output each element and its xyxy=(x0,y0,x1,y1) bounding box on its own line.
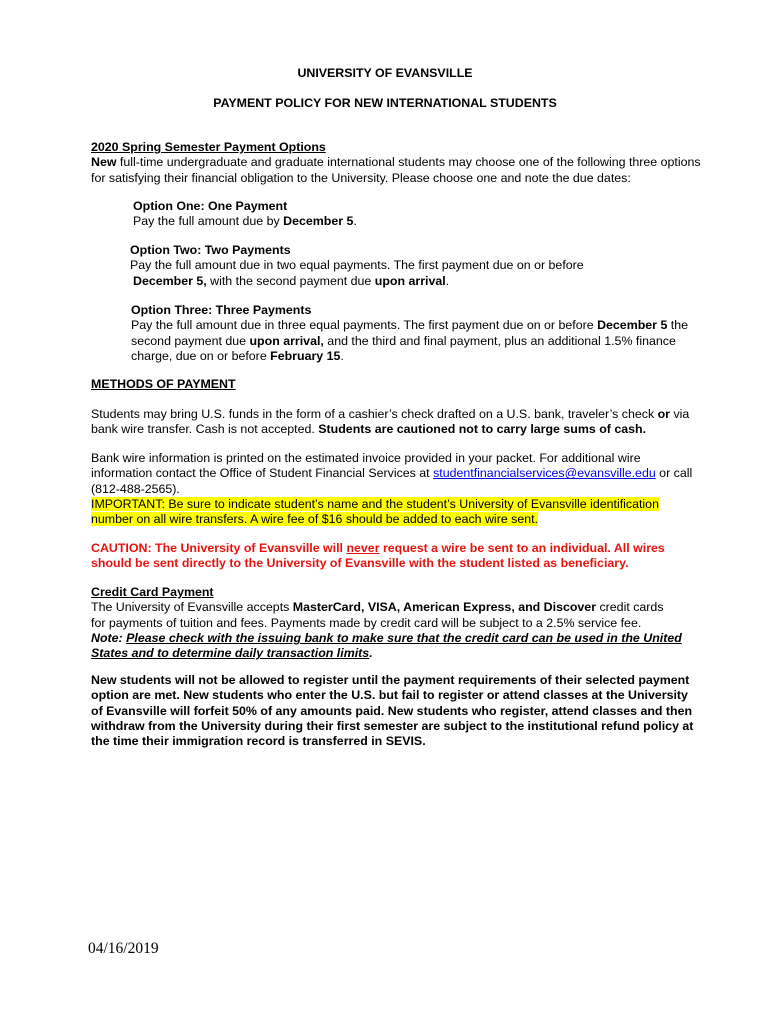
wire-line1: Bank wire information is printed on the estimated invoice provided in your packet. For additional wire xyxy=(91,451,641,465)
caution-line1: CAUTION: The University of Evansville will never request a wire be sent to an individual. All wires xyxy=(91,541,665,555)
credit-line2: for payments of tuition and fees. Payments made by credit card will be subject to a 2.5% service fee. xyxy=(91,615,642,630)
methods-line1: Students may bring U.S. funds in the form of a cashier’s check drafted on a U.S. bank, traveler’s check or via xyxy=(91,407,690,421)
option-two xyxy=(130,243,584,289)
final-line4: withdraw from the University during their first semester are subject to the institutional refund policy at xyxy=(91,718,694,733)
methods-paragraph xyxy=(91,407,689,438)
methods-heading: METHODS OF PAYMENT xyxy=(91,377,236,391)
option-three-line3: charge, due on or before February 15. xyxy=(131,348,344,363)
wire-line2: information contact the Office of Student Financial Services at studentfinancialservices@evansville.edu or call xyxy=(91,466,693,481)
wire-paragraph xyxy=(91,451,692,527)
credit-note-line1: Note: Please check with the issuing bank to make sure that the credit card can be used in the United xyxy=(91,630,682,645)
option-one-text: Pay the full amount due by December 5. xyxy=(133,214,357,229)
credit-note-line2: States and to determine daily transaction limits. xyxy=(91,646,373,661)
final-line5: the time their immigration record is transferred in SEVIS. xyxy=(91,734,426,749)
option-two-line1: Pay the full amount due in two equal payments. The first payment due on or before xyxy=(130,258,584,273)
caution-line2: should be sent directly to the University of Evansville with the student listed as beneficiary. xyxy=(91,556,629,571)
important-line2: number on all wire transfers. A wire fee of $16 should be added to each wire sent. xyxy=(91,512,539,527)
option-three-title: Option Three: Three Payments xyxy=(131,303,312,317)
final-line2: option are met. New students who enter the U.S. but fail to register or attend classes at the University xyxy=(91,688,688,703)
spring-heading: 2020 Spring Semester Payment Options xyxy=(91,140,326,154)
option-one xyxy=(133,199,357,230)
registration-policy xyxy=(91,673,693,749)
email-link[interactable]: studentfinancialservices@evansville.edu xyxy=(433,466,656,481)
methods-line2: bank wire transfer. Cash is not accepted. Students are cautioned not to carry large sums of cash. xyxy=(91,422,647,437)
wire-phone: (812-488-2565). xyxy=(91,481,180,496)
footer-date: 04/16/2019 xyxy=(88,940,159,957)
final-line1: New students will not be allowed to register until the payment requirements of their selected payment xyxy=(91,673,690,687)
option-three xyxy=(131,303,688,364)
option-three-line1: Pay the full amount due in three equal payments. The first payment due on or before December 5 the xyxy=(131,318,689,333)
university-title: UNIVERSITY OF EVANSVILLE xyxy=(297,66,473,80)
option-one-title: Option One: One Payment xyxy=(133,199,288,213)
option-two-line2: December 5, with the second payment due upon arrival. xyxy=(133,273,450,288)
option-three-line2: second payment due upon arrival, and the third and final payment, plus an additional 1.5% finance xyxy=(131,333,676,348)
spring-intro-line2: for satisfying their financial obligation to the University. Please choose one and note the due dates: xyxy=(91,170,631,185)
important-line1: IMPORTANT: Be sure to indicate student’s name and the student’s University of Evansville identification xyxy=(91,496,659,511)
option-two-title: Option Two: Two Payments xyxy=(130,243,291,257)
credit-heading: Credit Card Payment xyxy=(91,585,214,599)
credit-card-section xyxy=(91,585,682,661)
final-line3: of Evansville will forfeit 50% of any amounts paid. New students who register, attend classes and then xyxy=(91,703,693,718)
caution-notice xyxy=(91,541,665,572)
spring-semester-section xyxy=(91,140,701,186)
spring-intro-line1: New full-time undergraduate and graduate international students may choose one of the following three options xyxy=(91,155,701,170)
credit-line1: The University of Evansville accepts MasterCard, VISA, American Express, and Discover credit cards xyxy=(91,600,664,615)
policy-title: PAYMENT POLICY FOR NEW INTERNATIONAL STUDENTS xyxy=(213,96,557,110)
